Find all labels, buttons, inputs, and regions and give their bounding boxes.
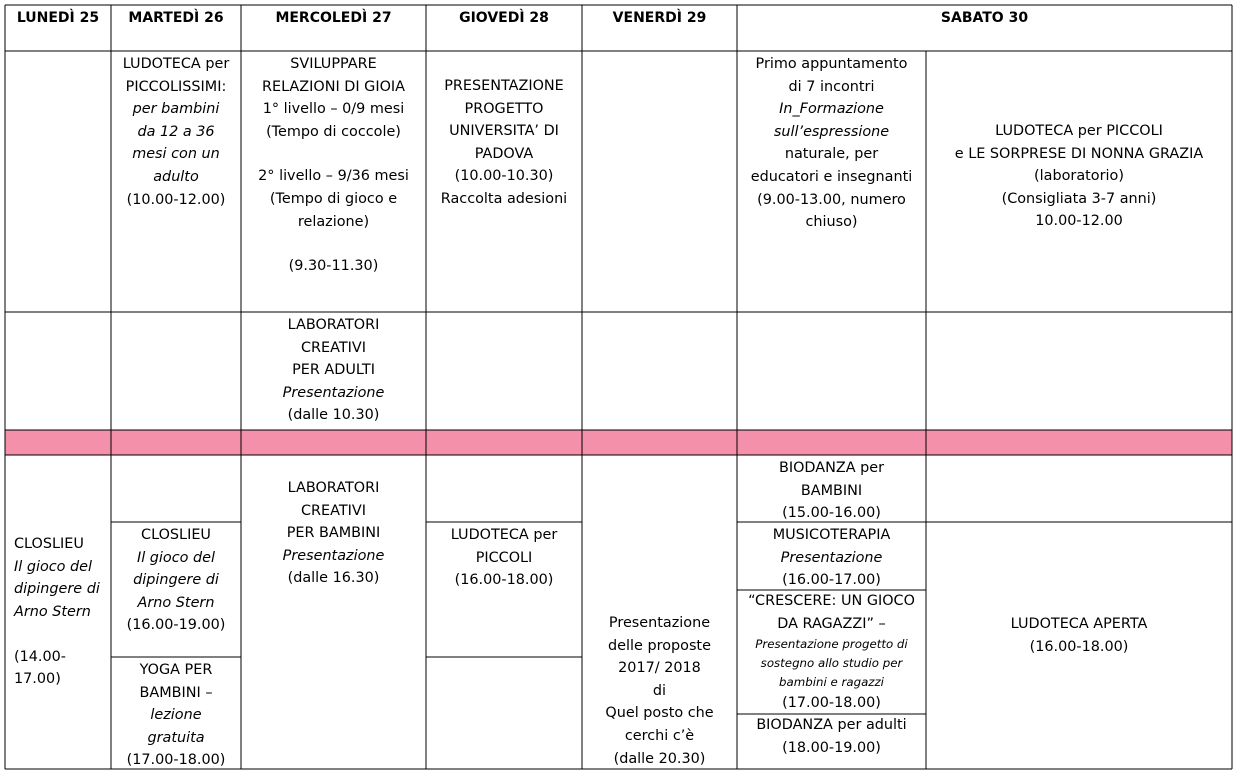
event-line: di 7 incontri: [788, 78, 875, 95]
event-line: LUDOTECA APERTA: [1010, 616, 1148, 632]
event-line: LABORATORI: [287, 317, 380, 333]
event-line: (Tempo di gioco e: [269, 190, 398, 207]
event-line: (10.00-12.00): [126, 191, 226, 208]
event-line: dipingere di: [133, 572, 219, 589]
event-line: da 12 a 36: [137, 123, 215, 140]
event-line: 1° livello – 0/9 mesi: [262, 101, 405, 118]
event-line: RELAZIONI DI GIOIA: [261, 78, 405, 95]
event-line: (16.00-19.00): [126, 617, 226, 634]
event-line: educatori e insegnanti: [750, 168, 913, 185]
event-ludoteca-aperta: [926, 522, 1232, 769]
event-line: (9.00-13.00, numero: [757, 191, 906, 208]
event-line: (dalle 10.30): [287, 407, 380, 424]
event-biodanza-bambini: [737, 455, 926, 522]
event-line: Primo appuntamento: [755, 56, 908, 72]
event-line: (17.00-18.00): [782, 695, 881, 712]
event-line: relazione): [297, 213, 370, 230]
event-sviluppare-relazioni: [241, 51, 426, 312]
event-line: (14.00-: [14, 648, 67, 665]
event-line: delle proposte: [608, 637, 711, 654]
event-line: mesi con un: [132, 146, 220, 163]
event-line: cerchi c’è: [624, 727, 695, 744]
event-line: PRESENTAZIONE: [444, 78, 564, 94]
event-line: (16.00-18.00): [454, 572, 554, 589]
event-line: LUDOTECA per: [450, 527, 558, 543]
event-biodanza-adulti: [737, 714, 926, 769]
event-line: Raccolta adesioni: [440, 190, 568, 207]
event-line: Il gioco del: [14, 558, 93, 575]
event-line: (15.00-16.00): [782, 505, 881, 522]
event-line: (dalle 16.30): [287, 570, 380, 587]
event-line: SVILUPPARE: [290, 56, 377, 72]
event-line: YOGA PER: [139, 662, 213, 678]
event-in-formazione: [737, 51, 926, 312]
event-ludoteca-piccoli-thursday: [426, 522, 582, 657]
event-line: adulto: [153, 168, 199, 185]
event-line: PICCOLISSIMI:: [125, 78, 227, 95]
event-line: di: [652, 682, 667, 699]
event-closlieu-monday: [5, 455, 111, 769]
event-line: PER BAMBINI: [286, 525, 381, 542]
event-line: (9.30-11.30): [288, 258, 379, 275]
event-progetto-universita: [426, 51, 582, 312]
event-line: Arno Stern: [137, 594, 215, 611]
header-friday: VENERDÌ 29: [612, 10, 707, 26]
event-ludoteca-piccoli-nonna-grazia: [926, 51, 1232, 312]
event-closlieu-tuesday: [111, 522, 241, 657]
event-line: (17.00-18.00): [126, 752, 226, 769]
event-line: PER ADULTI: [292, 362, 375, 379]
event-line: BIODANZA per adulti: [756, 717, 907, 733]
event-line: Presentazione: [282, 384, 385, 401]
header-thursday: GIOVEDÌ 28: [459, 10, 549, 26]
header-saturday: SABATO 30: [940, 10, 1029, 26]
event-line: bambini e ragazzi: [779, 675, 884, 690]
event-line: PICCOLI: [475, 549, 533, 566]
event-line: LABORATORI: [287, 480, 380, 496]
event-line: LUDOTECA per PICCOLI: [995, 123, 1163, 139]
event-presentazione-proposte: [582, 455, 737, 769]
event-line: gratuita: [147, 729, 205, 746]
event-line: (Tempo di coccole): [266, 123, 401, 140]
event-line: Presentazione: [780, 549, 883, 566]
event-musicoterapia: [737, 522, 926, 590]
event-line: (10.00-10.30): [454, 168, 554, 185]
event-line: LUDOTECA per: [122, 56, 230, 72]
event-line: Presentazione: [282, 547, 385, 564]
event-line: Presentazione progetto di: [755, 637, 908, 652]
event-line: PROGETTO: [464, 100, 544, 117]
event-line: Il gioco del: [136, 549, 216, 566]
event-line: “CRESCERE: UN GIOCO: [748, 593, 915, 609]
event-line: (16.00-17.00): [782, 572, 881, 589]
event-line: BAMBINI: [800, 482, 863, 499]
header-wednesday: MERCOLEDÌ 27: [275, 10, 392, 26]
event-line: (dalle 20.30): [613, 750, 706, 767]
event-line: (16.00-18.00): [1029, 638, 1129, 655]
event-line: (18.00-19.00): [782, 739, 881, 756]
event-ludoteca-piccolissimi: [111, 51, 241, 312]
event-line: UNIVERSITA’ DI: [449, 123, 559, 140]
event-line: sull’espressione: [773, 123, 890, 140]
event-line: e LE SORPRESE DI NONNA GRAZIA: [954, 145, 1204, 162]
event-line: MUSICOTERAPIA: [772, 527, 891, 543]
event-line: lezione: [150, 707, 202, 724]
event-line: 2017/ 2018: [618, 660, 701, 677]
event-line: DA RAGAZZI” –: [777, 615, 886, 632]
event-line: CREATIVI: [301, 339, 366, 356]
header-tuesday: MARTEDÌ 26: [128, 10, 224, 26]
event-line: 17.00): [14, 671, 61, 688]
event-line: Quel posto che: [605, 705, 714, 722]
event-line: 10.00-12.00: [1035, 213, 1123, 230]
event-line: dipingere di: [14, 581, 100, 598]
lunch-separator-row: [5, 430, 1232, 455]
event-line: (laboratorio): [1034, 168, 1124, 185]
event-yoga-bambini: [111, 657, 241, 769]
header-monday: LUNEDÌ 25: [16, 10, 100, 26]
event-line: naturale, per: [784, 146, 879, 163]
event-line: CLOSLIEU: [14, 536, 84, 553]
event-line: PADOVA: [474, 145, 534, 162]
event-line: Presentazione: [608, 615, 711, 631]
event-line: BAMBINI –: [139, 684, 213, 701]
event-line: CREATIVI: [301, 502, 366, 519]
event-line: sostegno allo studio per: [760, 656, 903, 671]
event-line: 2° livello – 9/36 mesi: [258, 168, 409, 185]
event-line: In_Formazione: [779, 101, 884, 118]
event-line: chiuso): [805, 214, 858, 231]
event-line: BIODANZA per: [778, 460, 885, 476]
event-laboratori-adulti: [241, 312, 426, 430]
event-line: (Consigliata 3-7 anni): [1001, 190, 1157, 207]
event-laboratori-bambini: [241, 455, 426, 769]
event-crescere-gioco-ragazzi: [737, 590, 926, 714]
event-line: per bambini: [132, 101, 220, 118]
event-line: Arno Stern: [14, 604, 91, 620]
event-line: CLOSLIEU: [141, 527, 211, 543]
